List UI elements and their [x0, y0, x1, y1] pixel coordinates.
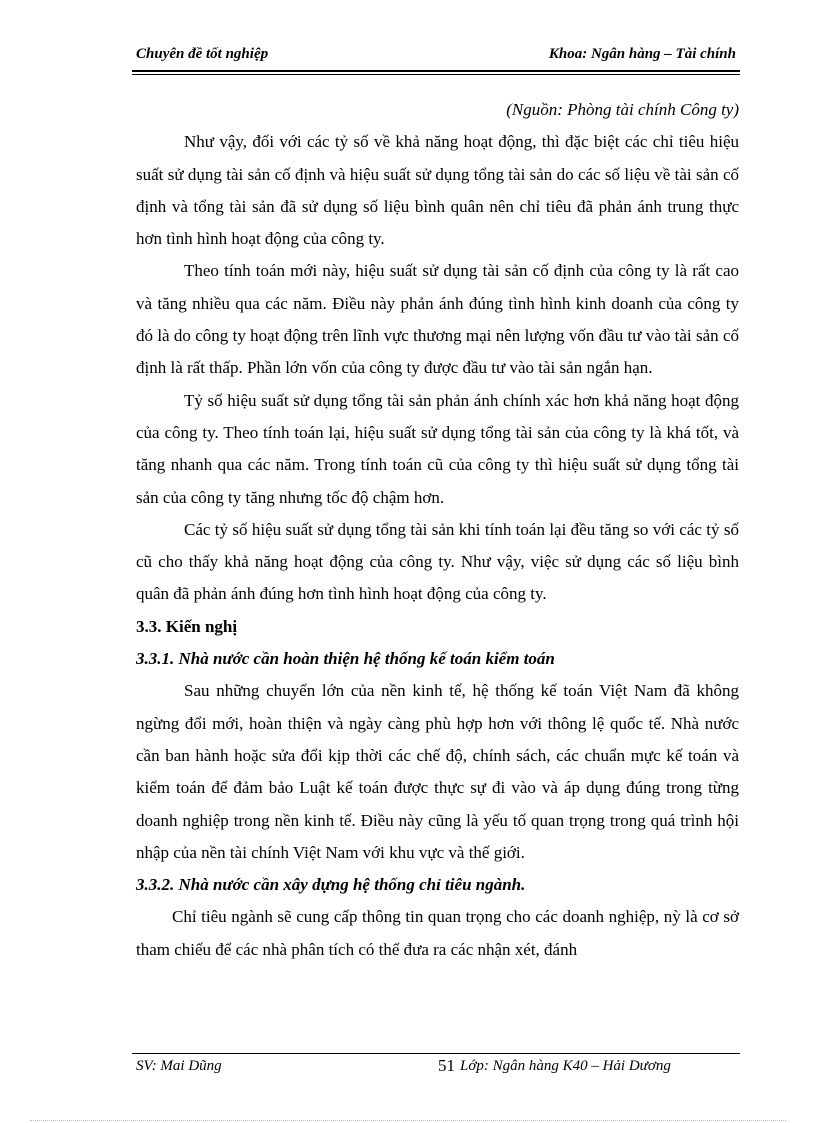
- subsection-heading: 3.3.2. Nhà nước cần xây dựng hệ thống chỉ tiêu ngành.: [136, 875, 526, 895]
- paragraph: Sau những chuyển lớn của nền kinh tế, hệ thống kế toán Việt Nam đã không ngừng đổi mới, hoàn thiện và ngày càng phù hợp hơn với thông lệ quốc tế. Nhà nước cần ban hành hoặc sửa đổi kịp thời các chế độ, chính sách, các chuẩn mực kế toán và kiểm toán để đảm bảo Luật kế toán được thực sự đi vào và áp dụng đúng trong từng doanh nghiệp trong nền kinh tế. Điều này cũng là yếu tố quan trọng trong quá trình hội nhập của nền tài chính Việt Nam với khu vực và thế giới.: [136, 681, 739, 862]
- page-header: [132, 46, 740, 68]
- header-rule: [132, 70, 740, 75]
- footer-student: SV: Mai Dũng: [136, 1058, 222, 1074]
- section-heading: 3.3. Kiến nghị: [136, 616, 238, 636]
- paragraph: Như vậy, đối với các tỷ số về khả năng hoạt động, thì đặc biệt các chỉ tiêu hiệu suất sử dụng tài sản cố định và hiệu suất sử dụng tổng tài sản do các số liệu về tài sản cố định và tổng tài sản đã sử dụng số liệu bình quân nên chỉ tiêu đã phản ánh trung thực hơn tình hình hoạt động của công ty.: [136, 132, 739, 249]
- paragraph: Theo tính toán mới này, hiệu suất sử dụng tài sản cố định của công ty là rất cao và tăng nhiều qua các năm. Điều này phản ánh đúng tình hình kinh doanh của công ty đó là do công ty hoạt động trên lĩnh vực thương mại nên lượng vốn đầu tư vào tài sản cố định là rất thấp. Phần lớn vốn của công ty được đầu tư vào tài sản ngắn hạn.: [136, 261, 739, 378]
- footer-rule: [132, 1053, 740, 1054]
- paragraph: Chỉ tiêu ngành sẽ cung cấp thông tin quan trọng cho các doanh nghiệp, nỳ là cơ sở tham chiếu để các nhà phân tích có thể đưa ra các nhận xét, đánh: [136, 907, 739, 959]
- paragraph: Các tỷ số hiệu suất sử dụng tổng tài sản khi tính toán lại đều tăng so với các tỷ số cũ cho thấy khả năng hoạt động của công ty. Như vậy, việc sử dụng các số liệu bình quân đã phản ánh đúng hơn tình hình hoạt động của công ty.: [136, 519, 739, 604]
- page-break-line: [30, 1120, 786, 1121]
- page-footer: [132, 1056, 740, 1080]
- header-document-type: Chuyên đề tốt nghiệp: [136, 46, 269, 62]
- header-faculty: Khoa: Ngân hàng – Tài chính: [548, 46, 736, 62]
- subsection-heading: 3.3.1. Nhà nước cần hoàn thiện hệ thống kế toán kiểm toán: [136, 649, 555, 669]
- table-source-note: (Nguồn: Phòng tài chính Công ty): [506, 100, 739, 119]
- footer-class: Lớp: Ngân hàng K40 – Hải Dương: [460, 1058, 671, 1074]
- page-number: 51: [438, 1056, 455, 1075]
- paragraph: Tỷ số hiệu suất sử dụng tổng tài sản phản ánh chính xác hơn khả năng hoạt động của công ty. Theo tính toán lại, hiệu suất sử dụng tổng tài sản của công ty là khá tốt, và tăng nhanh qua các năm. Trong tính toán cũ của công ty thì hiệu suất sử dụng tổng tài sản của công ty tăng nhưng tốc độ chậm hơn.: [136, 390, 739, 507]
- document-body: [136, 94, 739, 966]
